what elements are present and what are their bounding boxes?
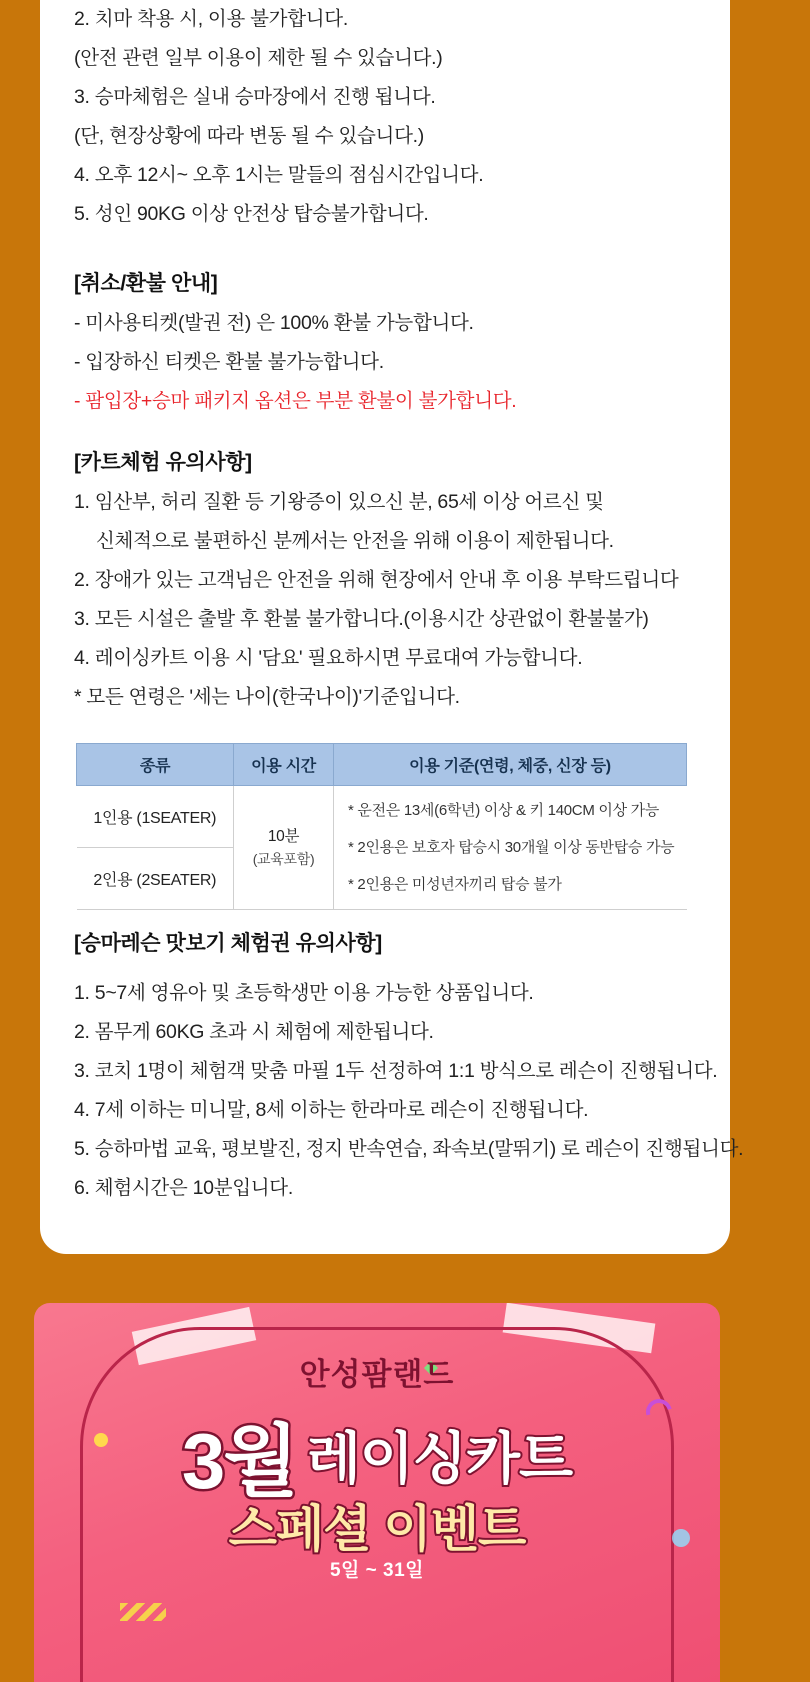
notice-card bbox=[40, 0, 744, 1254]
kart-table bbox=[76, 743, 687, 910]
refund-heading: [취소/환불 안내] bbox=[74, 272, 218, 295]
notice-line: (안전 관련 일부 이용이 제한 될 수 있습니다.) bbox=[74, 47, 443, 69]
refund-line-highlight: - 팜입장+승마 패키지 옵션은 부분 환불이 불가합니다. bbox=[74, 390, 517, 412]
table-header-type: 종류 bbox=[77, 744, 234, 786]
kart-line: 3. 모든 시설은 출발 후 환불 불가합니다.(이용시간 상관없이 환불불가) bbox=[74, 608, 649, 630]
banner-dates: 5일 ~ 31일 bbox=[329, 1560, 425, 1581]
kart-heading: [카트체험 유의사항] bbox=[74, 451, 252, 474]
refund-line: - 입장하신 티켓은 환불 불가능합니다. bbox=[74, 351, 384, 373]
riding-line: 3. 코치 1명이 체험객 맞춤 마필 1두 선정하여 1:1 방식으로 레슨이 진행됩니다. bbox=[74, 1060, 718, 1082]
confetti-zigzag bbox=[120, 1603, 166, 1621]
kart-line: 4. 레이싱카트 이용 시 '담요' 필요하시면 무료대여 가능합니다. bbox=[74, 647, 583, 669]
riding-line: 5. 승하마법 교육, 평보발진, 정지 반속연습, 좌속보(말뛰기) 로 레슨이 진행됩니다. bbox=[74, 1138, 744, 1160]
notice-line: 4. 오후 12시~ 오후 1시는 말들의 점심시간입니다. bbox=[74, 164, 484, 186]
kart-line: * 모든 연령은 '세는 나이(한국나이)'기준입니다. bbox=[74, 686, 460, 708]
table-cell-type: 2인용 (2SEATER) bbox=[77, 848, 234, 910]
riding-section bbox=[74, 924, 744, 1208]
notice-line: 2. 치마 착용 시, 이용 불가합니다. bbox=[74, 8, 348, 30]
refund-section bbox=[74, 264, 696, 421]
spacer bbox=[74, 234, 696, 264]
banner-subtitle: 스페셜 이벤트 bbox=[228, 1501, 526, 1557]
notice-line: 5. 성인 90KG 이상 안전상 탑승불가합니다. bbox=[74, 203, 429, 225]
criteria-line: * 2인용은 보호자 탑승시 30개월 이상 동반탑승 가능 bbox=[348, 839, 675, 856]
riding-heading: [승마레슨 맛보기 체험권 유의사항] bbox=[74, 932, 382, 955]
riding-line: 2. 몸무게 60KG 초과 시 체험에 제한됩니다. bbox=[74, 1021, 434, 1043]
promo-banner[interactable] bbox=[34, 1303, 720, 1682]
kart-line: 1. 임산부, 허리 질환 등 기왕증이 있으신 분, 65세 이상 어르신 및 bbox=[74, 491, 604, 513]
criteria-line: * 운전은 13세(6학년) 이상 & 키 140CM 이상 가능 bbox=[348, 802, 660, 819]
notice-top-section bbox=[74, 0, 696, 234]
riding-line: 4. 7세 이하는 미니말, 8세 이하는 한라마로 레슨이 진행됩니다. bbox=[74, 1099, 589, 1121]
table-header-row bbox=[77, 744, 687, 786]
kart-line: 신체적으로 불편하신 분께서는 안전을 위해 이용이 제한됩니다. bbox=[96, 530, 614, 552]
riding-line: 1. 5~7세 영유아 및 초등학생만 이용 가능한 상품입니다. bbox=[74, 982, 534, 1004]
refund-line: - 미사용티켓(발권 전) 은 100% 환불 가능합니다. bbox=[74, 312, 474, 334]
kart-line: 2. 장애가 있는 고객님은 안전을 위해 현장에서 안내 후 이용 부탁드립니다 bbox=[74, 569, 679, 591]
table-cell-type: 1인용 (1SEATER) bbox=[77, 786, 234, 848]
table-header-criteria: 이용 기준(연령, 체중, 신장 등) bbox=[334, 744, 687, 786]
notice-line: (단, 현장상황에 따라 변동 될 수 있습니다.) bbox=[74, 125, 424, 147]
table-header-duration: 이용 시간 bbox=[234, 744, 334, 786]
table-cell-duration bbox=[234, 786, 334, 910]
riding-line: 6. 체험시간은 10분입니다. bbox=[74, 1177, 293, 1199]
duration-main: 10분 bbox=[267, 827, 300, 845]
table-row bbox=[77, 786, 687, 848]
banner-brand: 안성팜랜드 bbox=[299, 1357, 455, 1392]
banner-title: 레이싱카트 bbox=[306, 1427, 573, 1490]
duration-sub: (교육포함) bbox=[252, 850, 315, 867]
spacer bbox=[74, 964, 696, 974]
kart-table-wrap bbox=[74, 743, 696, 910]
kart-section bbox=[74, 443, 696, 717]
spacer bbox=[74, 421, 696, 443]
banner-month: 3월 bbox=[181, 1417, 297, 1505]
notice-line: 3. 승마체험은 실내 승마장에서 진행 됩니다. bbox=[74, 86, 436, 108]
table-cell-criteria bbox=[334, 786, 687, 910]
criteria-line: * 2인용은 미성년자끼리 탑승 불가 bbox=[348, 876, 562, 893]
